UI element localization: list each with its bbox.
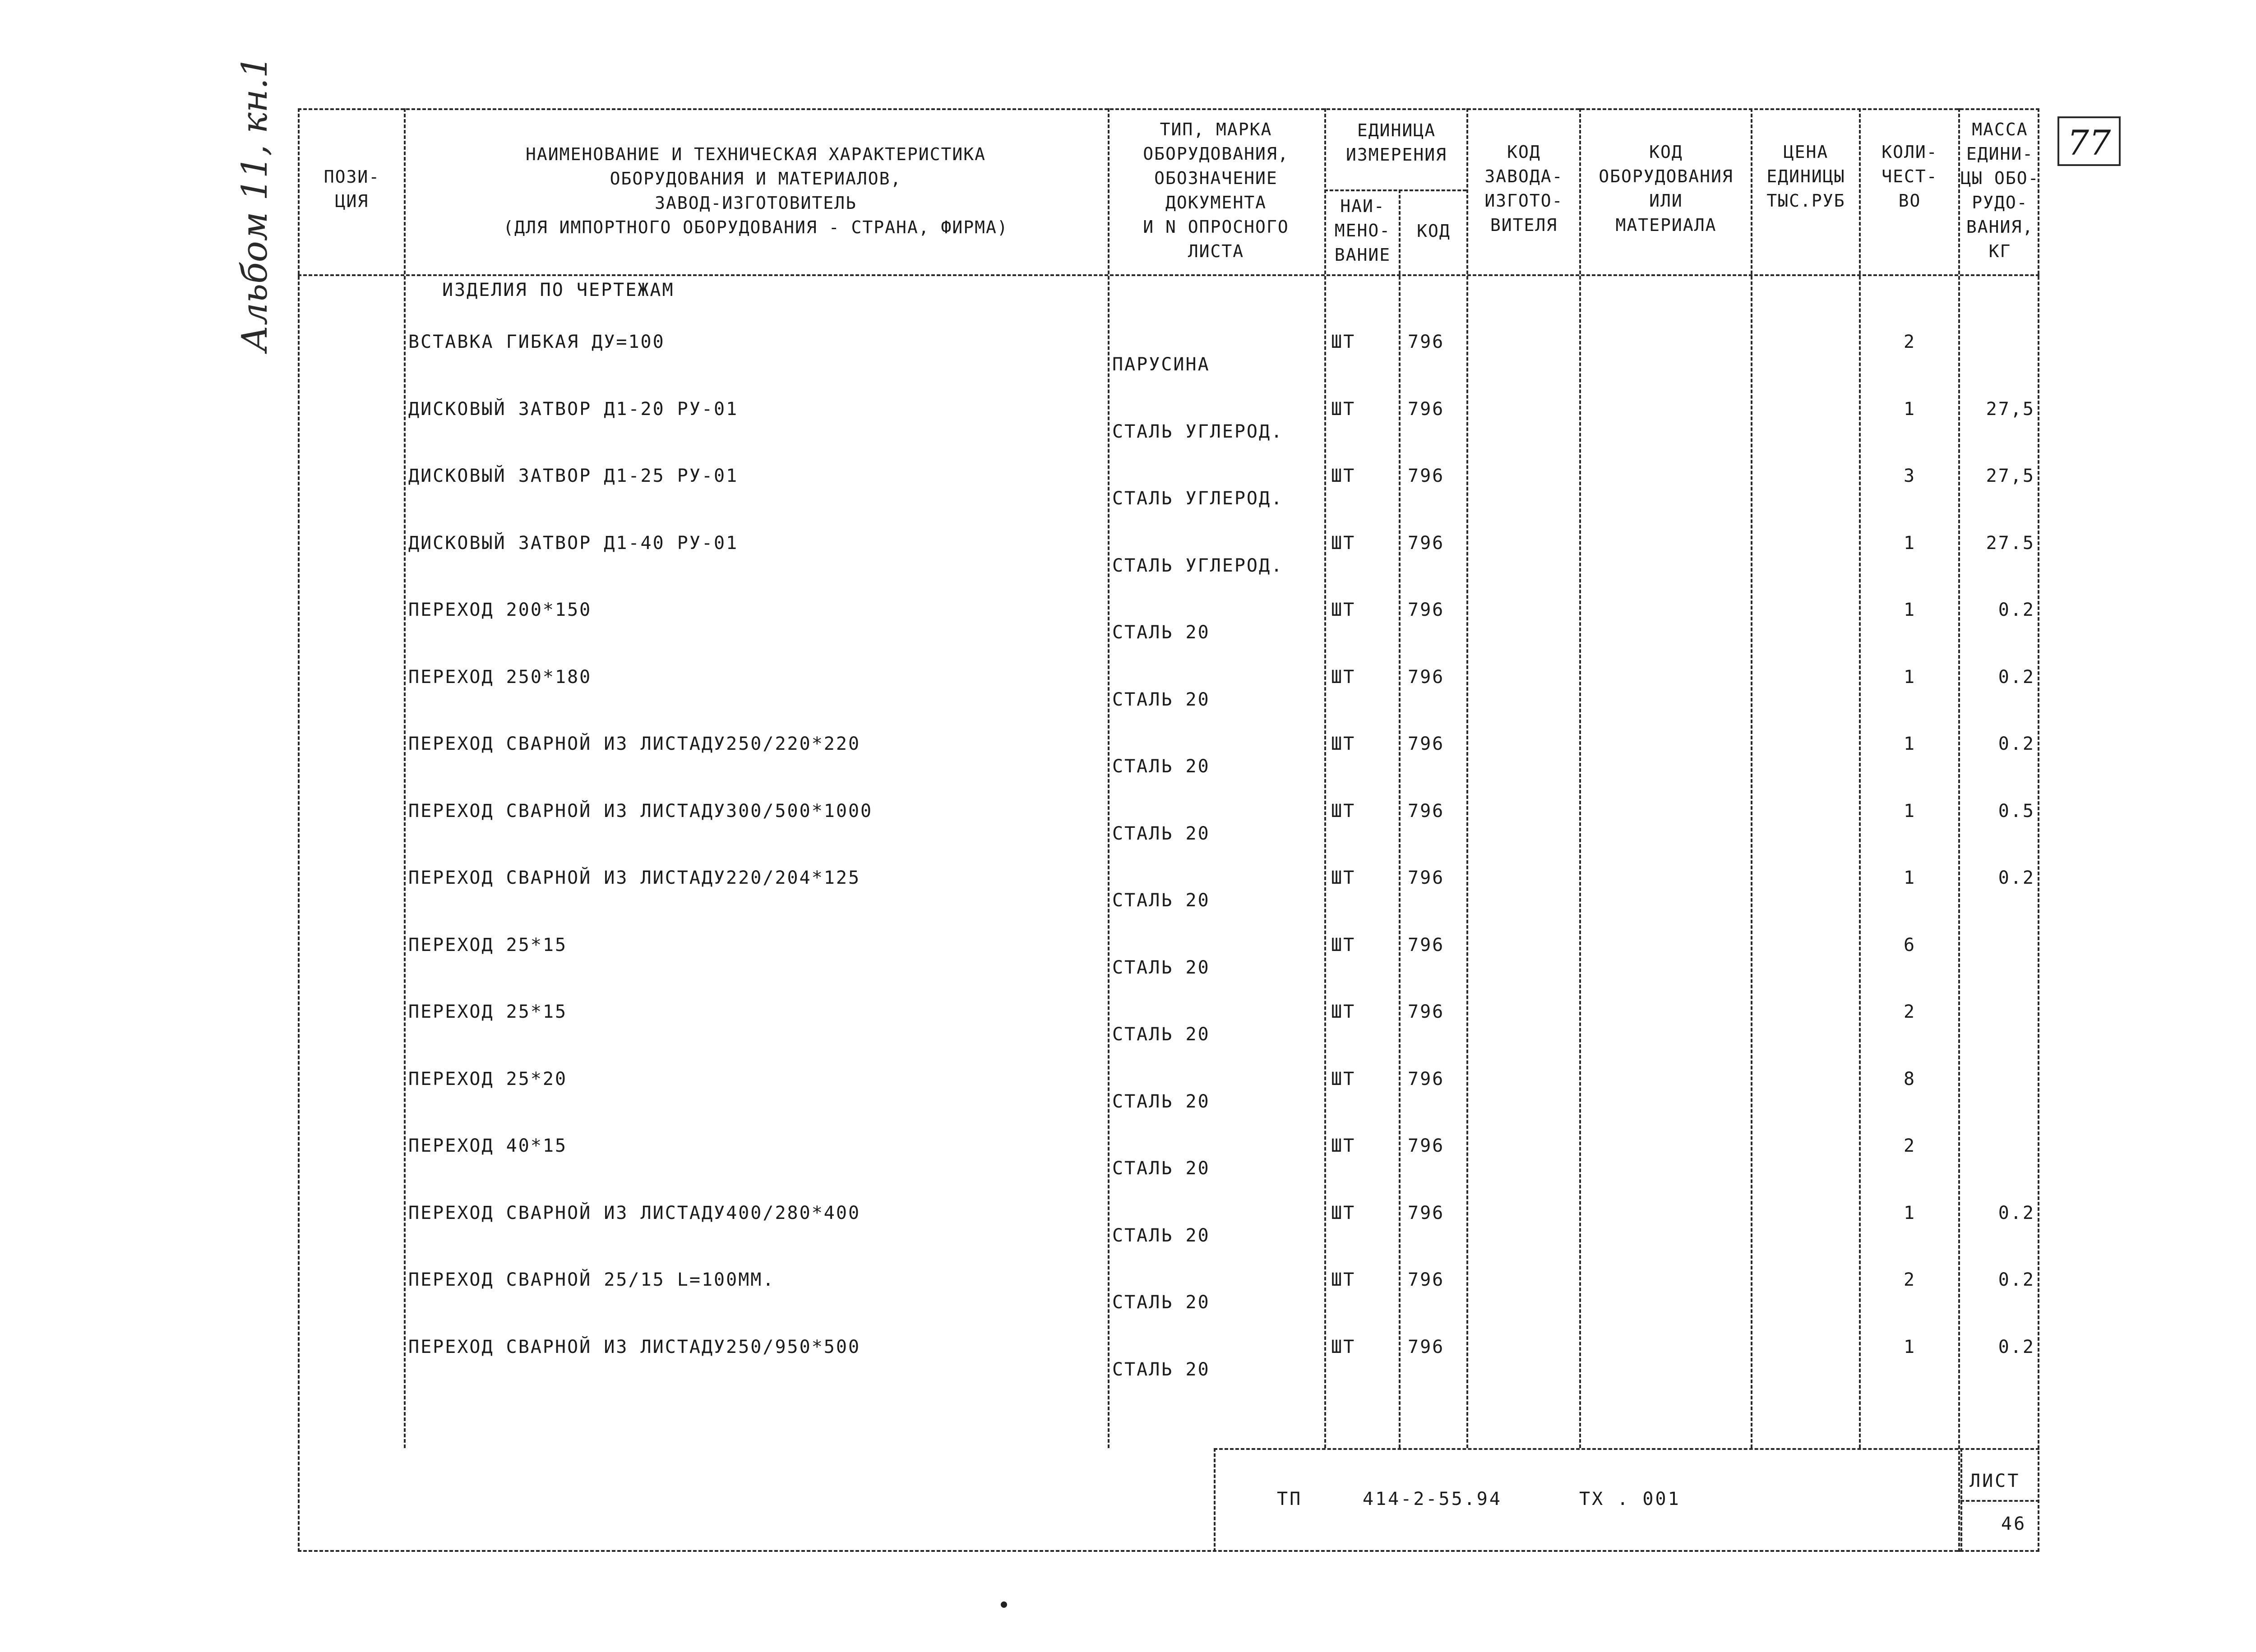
- row-mass: 27,5: [1986, 466, 2035, 486]
- row-mass: 0.2: [1998, 734, 2035, 754]
- row-type: СТАЛЬ УГЛЕРОД.: [1112, 421, 1284, 442]
- row-name: ПЕРЕХОД СВАРНОЙ ИЗ ЛИСТАДУ300/500*1000: [408, 801, 873, 821]
- row-name: ПЕРЕХОД СВАРНОЙ ИЗ ЛИСТАДУ400/280*400: [408, 1203, 861, 1223]
- row-name: ПЕРЕХОД СВАРНОЙ ИЗ ЛИСТАДУ250/950*500: [408, 1337, 861, 1357]
- header-unit-name: НАИ- МЕНО- ВАНИЕ: [1334, 196, 1391, 265]
- row-code: 796: [1408, 399, 1445, 420]
- row-qty: 6: [1903, 935, 1916, 955]
- col-sep-unit: [1466, 108, 1468, 1448]
- row-name: ПЕРЕХОД 200*150: [408, 600, 592, 620]
- row-qty: 3: [1903, 466, 1916, 486]
- row-qty: 2: [1903, 1001, 1916, 1022]
- row-name: ПЕРЕХОД 25*15: [408, 935, 568, 955]
- row-type: СТАЛЬ 20: [1112, 622, 1210, 643]
- header-factory-code: КОД ЗАВОДА- ИЗГОТО- ВИТЕЛЯ: [1484, 142, 1563, 235]
- row-type: СТАЛЬ УГЛЕРОД.: [1112, 488, 1284, 509]
- col-sep-position: [404, 108, 406, 1448]
- row-unit: ШТ: [1331, 600, 1356, 620]
- row-mass: 0.2: [1998, 600, 2035, 620]
- row-name: ДИСКОВЫЙ ЗАТВОР Д1-25 РУ-01: [408, 466, 739, 486]
- row-name: ДИСКОВЫЙ ЗАТВОР Д1-20 РУ-01: [408, 399, 739, 420]
- row-code: 796: [1408, 1337, 1445, 1357]
- row-unit: ШТ: [1331, 1069, 1356, 1089]
- header-position: ПОЗИ- ЦИЯ: [324, 167, 380, 211]
- row-qty: 2: [1903, 1269, 1916, 1290]
- row-type: СТАЛЬ 20: [1112, 823, 1210, 844]
- row-qty: 1: [1903, 600, 1916, 620]
- row-code: 796: [1408, 1069, 1445, 1089]
- row-type: СТАЛЬ 20: [1112, 1359, 1210, 1380]
- row-name: ПЕРЕХОД 250*180: [408, 667, 592, 688]
- row-code: 796: [1408, 1135, 1445, 1156]
- scan-dot: [1001, 1601, 1007, 1608]
- col-sep-material: [1751, 108, 1752, 1448]
- col-sep-price: [1859, 108, 1861, 1448]
- row-unit: ШТ: [1331, 332, 1356, 352]
- row-type: ПАРУСИНА: [1112, 354, 1210, 375]
- row-unit: ШТ: [1331, 935, 1356, 955]
- row-mass: 0.2: [1998, 868, 2035, 888]
- margin-note: Альбом 11, кн.1: [235, 55, 275, 352]
- row-unit: ШТ: [1331, 734, 1356, 754]
- row-unit: ШТ: [1331, 533, 1356, 554]
- stamp-suffix: ТХ . 001: [1579, 1489, 1681, 1509]
- row-code: 796: [1408, 466, 1445, 486]
- col-sep-name: [1108, 108, 1110, 1448]
- row-code: 796: [1408, 1001, 1445, 1022]
- row-type: СТАЛЬ 20: [1112, 1292, 1210, 1313]
- stamp-prefix: ТП: [1277, 1489, 1303, 1509]
- row-qty: 1: [1903, 399, 1916, 420]
- row-mass: 0.2: [1998, 667, 2035, 688]
- header-price: ЦЕНА ЕДИНИЦЫ ТЫС.РУБ: [1766, 142, 1845, 211]
- row-code: 796: [1408, 600, 1445, 620]
- row-type: СТАЛЬ 20: [1112, 1024, 1210, 1045]
- row-unit: ШТ: [1331, 1269, 1356, 1290]
- row-mass: 0.2: [1998, 1203, 2035, 1223]
- row-qty: 2: [1903, 332, 1916, 352]
- row-code: 796: [1408, 332, 1445, 352]
- row-mass: 0.5: [1998, 801, 2035, 821]
- header-material-code: КОД ОБОРУДОВАНИЯ ИЛИ МАТЕРИАЛА: [1599, 142, 1734, 235]
- col-sep-qty: [1958, 108, 1960, 1552]
- row-name: ПЕРЕХОД 25*15: [408, 1001, 568, 1022]
- header-mass: МАССА ЕДИНИ- ЦЫ ОБО- РУДО- ВАНИЯ, КГ: [1960, 120, 2039, 261]
- row-code: 796: [1408, 935, 1445, 955]
- row-code: 796: [1408, 1269, 1445, 1290]
- row-qty: 8: [1903, 1069, 1916, 1089]
- row-code: 796: [1408, 868, 1445, 888]
- row-unit: ШТ: [1331, 1203, 1356, 1223]
- row-name: ВСТАВКА ГИБКАЯ ДУ=100: [408, 332, 665, 352]
- row-unit: ШТ: [1331, 399, 1356, 420]
- row-unit: ШТ: [1331, 868, 1356, 888]
- stamp-sheet-value: 46: [2001, 1514, 2027, 1534]
- row-name: ДИСКОВЫЙ ЗАТВОР Д1-40 РУ-01: [408, 533, 739, 554]
- row-name: ПЕРЕХОД 40*15: [408, 1135, 568, 1156]
- col-sep-type: [1324, 108, 1326, 1448]
- row-type: СТАЛЬ УГЛЕРОД.: [1112, 555, 1284, 576]
- row-type: СТАЛЬ 20: [1112, 1225, 1210, 1246]
- row-qty: 1: [1903, 667, 1916, 688]
- row-type: СТАЛЬ 20: [1112, 756, 1210, 777]
- row-type: СТАЛЬ 20: [1112, 957, 1210, 978]
- row-qty: 1: [1903, 801, 1916, 821]
- row-qty: 1: [1903, 1337, 1916, 1357]
- col-sep-unit-name: [1399, 189, 1401, 1448]
- stamp-sheet-divider: [1960, 1500, 2039, 1502]
- header-unit: ЕДИНИЦА ИЗМЕРЕНИЯ: [1346, 120, 1447, 165]
- row-type: СТАЛЬ 20: [1112, 689, 1210, 710]
- row-name: ПЕРЕХОД СВАРНОЙ 25/15 L=100ММ.: [408, 1269, 775, 1290]
- row-qty: 1: [1903, 533, 1916, 554]
- row-unit: ШТ: [1331, 466, 1356, 486]
- header-quantity: КОЛИ- ЧЕСТ- ВО: [1882, 142, 1938, 211]
- row-mass: 0.2: [1998, 1269, 2035, 1290]
- row-code: 796: [1408, 734, 1445, 754]
- stamp-number: 414-2-55.94: [1363, 1489, 1502, 1509]
- row-name: ПЕРЕХОД 25*20: [408, 1069, 568, 1089]
- row-code: 796: [1408, 533, 1445, 554]
- col-sep-factory: [1579, 108, 1581, 1448]
- section-title: ИЗДЕЛИЯ ПО ЧЕРТЕЖАМ: [442, 280, 675, 300]
- header-name: НАИМЕНОВАНИЕ И ТЕХНИЧЕСКАЯ ХАРАКТЕРИСТИКА ОБОРУДОВАНИЯ И МАТЕРИАЛОВ, ЗАВОД-ИЗГОТОВИТЕЛЬ (ДЛЯ ИМПОРТНОГО ОБОРУДОВАНИЯ - СТРАНА, ФИРМА): [503, 144, 1008, 237]
- row-code: 796: [1408, 1203, 1445, 1223]
- sheet-number: 77: [2057, 116, 2121, 166]
- row-name: ПЕРЕХОД СВАРНОЙ ИЗ ЛИСТАДУ250/220*220: [408, 734, 861, 754]
- row-type: СТАЛЬ 20: [1112, 890, 1210, 911]
- row-unit: ШТ: [1331, 1001, 1356, 1022]
- header-type: ТИП, МАРКА ОБОРУДОВАНИЯ, ОБОЗНАЧЕНИЕ ДОКУМЕНТА И N ОПРОСНОГО ЛИСТА: [1143, 120, 1289, 261]
- row-mass: 27.5: [1986, 533, 2035, 554]
- row-unit: ШТ: [1331, 1135, 1356, 1156]
- stamp-sheet-label: ЛИСТ: [1969, 1471, 2020, 1491]
- row-mass: 27,5: [1986, 399, 2035, 420]
- row-type: СТАЛЬ 20: [1112, 1091, 1210, 1112]
- header-unit-code: КОД: [1417, 221, 1451, 241]
- row-unit: ШТ: [1331, 801, 1356, 821]
- unit-subheader-separator: [1324, 189, 1466, 191]
- row-code: 796: [1408, 801, 1445, 821]
- row-qty: 1: [1903, 1203, 1916, 1223]
- row-qty: 2: [1903, 1135, 1916, 1156]
- row-unit: ШТ: [1331, 667, 1356, 688]
- row-unit: ШТ: [1331, 1337, 1356, 1357]
- row-name: ПЕРЕХОД СВАРНОЙ ИЗ ЛИСТАДУ220/204*125: [408, 868, 861, 888]
- row-qty: 1: [1903, 868, 1916, 888]
- row-code: 796: [1408, 667, 1445, 688]
- row-mass: 0.2: [1998, 1337, 2035, 1357]
- row-qty: 1: [1903, 734, 1916, 754]
- header-separator: [298, 274, 2039, 276]
- row-type: СТАЛЬ 20: [1112, 1158, 1210, 1179]
